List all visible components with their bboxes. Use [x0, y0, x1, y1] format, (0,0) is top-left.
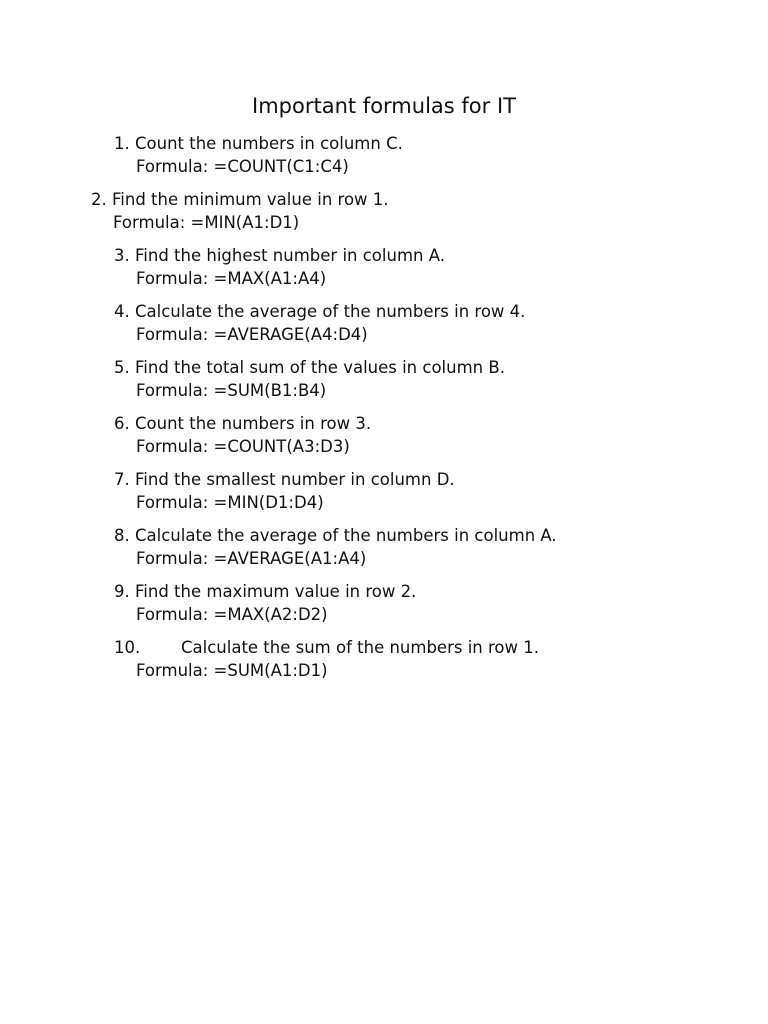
list-item-task-line: [114, 412, 371, 435]
list-item-formula: Formula: =COUNT(C1:C4): [136, 157, 349, 176]
list-item-task-line: [114, 580, 416, 603]
list-item-formula: Formula: =SUM(A1:D1): [136, 661, 328, 680]
list-item-task: Find the highest number in column A.: [135, 246, 445, 265]
list-item-number: 5.: [114, 358, 130, 377]
list-item-6: [114, 412, 371, 458]
list-item-task: Find the minimum value in row 1.: [112, 190, 389, 209]
list-item-number: 2.: [91, 190, 107, 209]
list-item-number: 7.: [114, 470, 130, 489]
list-item-task: Calculate the sum of the numbers in row 1.: [181, 638, 539, 657]
list-item-5: [114, 356, 505, 402]
list-item-task: Count the numbers in row 3.: [135, 414, 372, 433]
list-item-1: [114, 132, 403, 178]
list-item-2: [91, 188, 389, 234]
list-item-task-line: [114, 244, 445, 267]
list-item-4: [114, 300, 525, 346]
list-item-task-line: [114, 132, 403, 155]
list-item-task: Find the maximum value in row 2.: [135, 582, 417, 601]
list-item-task: Find the smallest number in column D.: [135, 470, 455, 489]
list-item-task-line: [114, 356, 505, 379]
list-item-formula: Formula: =AVERAGE(A1:A4): [136, 549, 367, 568]
list-item-task: Calculate the average of the numbers in row 4.: [135, 302, 526, 321]
list-item-formula: Formula: =SUM(B1:B4): [136, 381, 327, 400]
list-item-number: 10.: [114, 638, 141, 657]
list-item-task: Find the total sum of the values in column B.: [135, 358, 505, 377]
list-item-3: [114, 244, 445, 290]
list-item-8: [114, 524, 557, 570]
list-item-number: 4.: [114, 302, 130, 321]
list-item-number: 9.: [114, 582, 130, 601]
list-item-task-line: [114, 524, 557, 547]
list-item-task-line: [114, 300, 525, 323]
list-item-9: [114, 580, 416, 626]
list-item-number: 6.: [114, 414, 130, 433]
list-item-formula: Formula: =MAX(A2:D2): [136, 605, 328, 624]
list-item-10: [114, 636, 539, 682]
list-item-task-line: [114, 468, 455, 491]
page-title: Important formulas for IT: [252, 94, 516, 118]
list-item-formula: Formula: =MIN(A1:D1): [113, 213, 300, 232]
list-item-number: 1.: [114, 134, 130, 153]
list-item-number: 3.: [114, 246, 130, 265]
list-item-task-line: [91, 188, 389, 211]
list-item-task-line: [114, 636, 539, 659]
list-item-formula: Formula: =COUNT(A3:D3): [136, 437, 350, 456]
list-item-formula: Formula: =MIN(D1:D4): [136, 493, 324, 512]
list-item-formula: Formula: =AVERAGE(A4:D4): [136, 325, 368, 344]
list-item-task: Count the numbers in column C.: [135, 134, 403, 153]
list-item-formula: Formula: =MAX(A1:A4): [136, 269, 327, 288]
list-item-number: 8.: [114, 526, 130, 545]
list-item-task: Calculate the average of the numbers in column A.: [135, 526, 557, 545]
list-item-7: [114, 468, 455, 514]
